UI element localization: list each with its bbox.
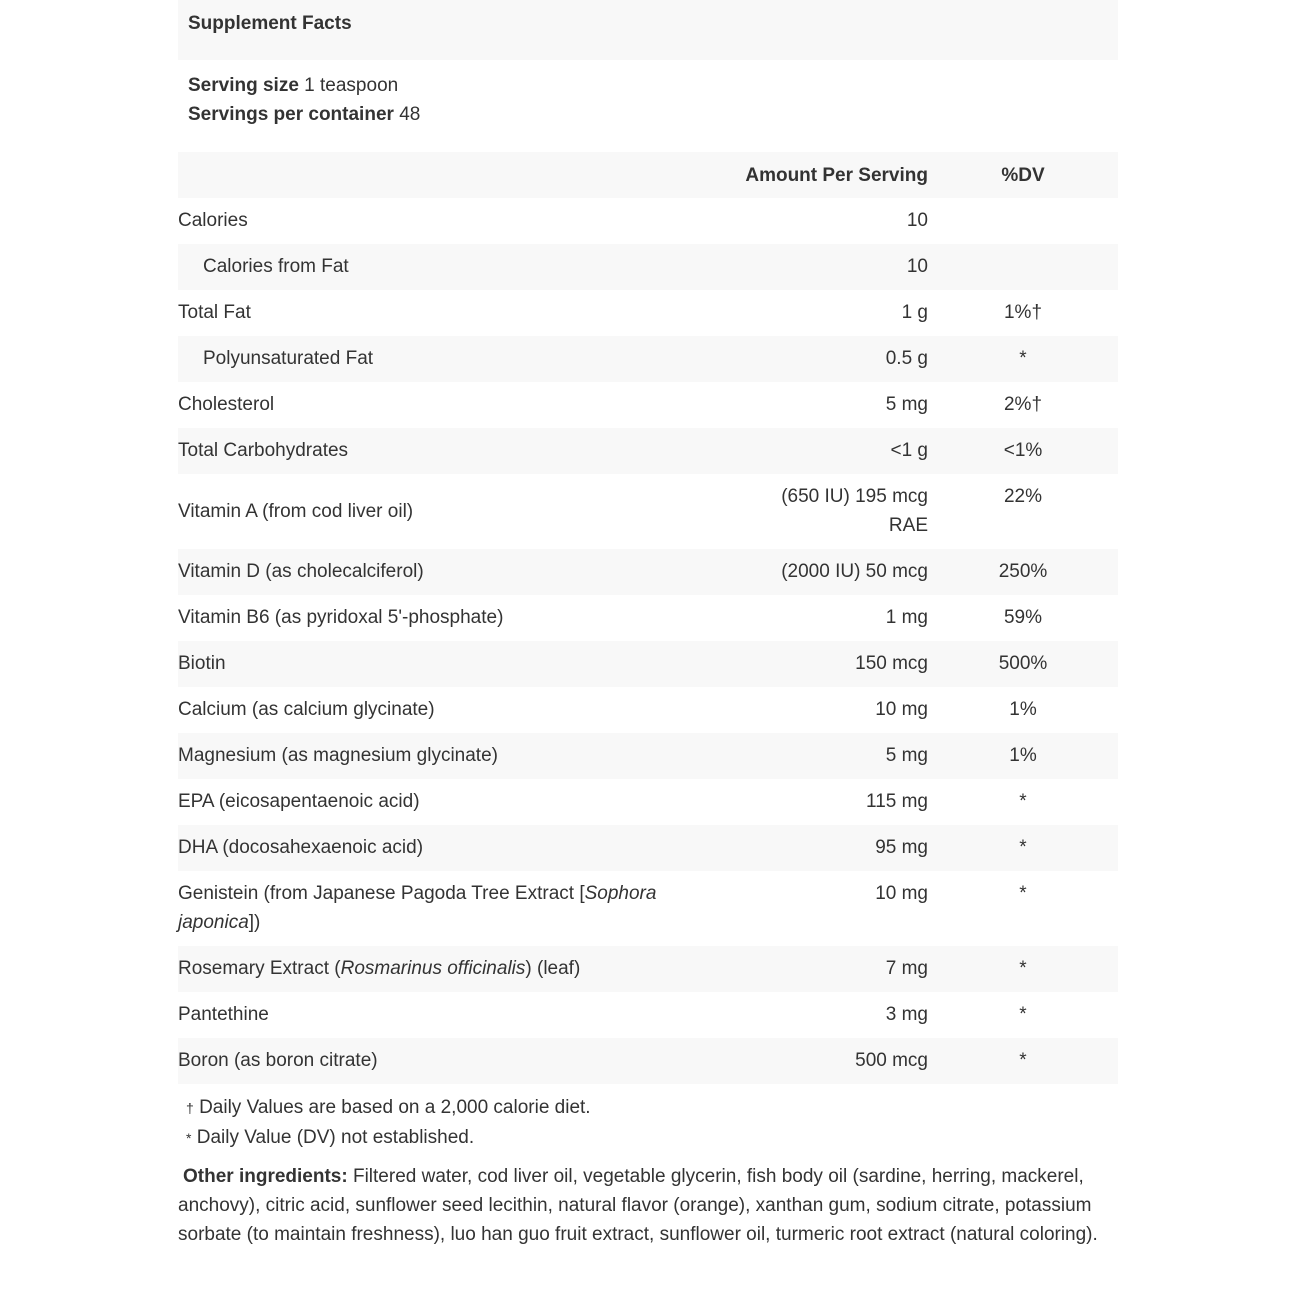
serving-size-value: 1 teaspoon [304,75,399,96]
footnotes [178,1084,1118,1153]
table-row [178,825,1118,871]
table-row [178,428,1118,474]
nutrient-amount: 10 [906,210,928,231]
nutrient-name: DHA (docosahexaenoic acid) [178,825,738,871]
star-footnote [186,1123,1110,1153]
nutrient-dv: * [1019,883,1027,904]
nutrient-amount: 10 mg [875,883,928,904]
nutrient-dv: 500% [928,641,1118,687]
table-row [178,290,1118,336]
nutrient-name: EPA (eicosapentaenoic acid) [178,791,420,812]
nutrient-dv: 250% [928,549,1118,595]
nutrient-name: Calories [178,210,248,231]
panel-title: Supplement Facts [178,0,1118,60]
table-row [178,992,1118,1038]
table-row [178,687,1118,733]
nutrient-dv: 22% [1003,486,1043,507]
nutrient-name: Polyunsaturated Fat [178,336,738,382]
nutrient-amount: 10 [738,244,928,290]
nutrient-amount-line: (650 IU) 195 mcg [781,486,928,507]
serving-size [188,71,1108,100]
nutrient-name: Cholesterol [178,394,275,415]
nutrient-amount [738,474,928,549]
nutrient-name-text: ]) [248,912,261,933]
other-ingredients-label: Other ingredients: [183,1166,348,1187]
nutrient-dv: 59% [1003,607,1043,628]
nutrient-name: Vitamin B6 (as pyridoxal 5'-phosphate) [178,607,504,628]
nutrient-name: Vitamin D (as cholecalciferol) [178,549,738,595]
nutrient-amount: 95 mg [738,825,928,871]
table-row [178,871,1118,946]
nutrient-name: Total Fat [178,302,251,323]
table-row [178,336,1118,382]
nutrient-name [178,946,738,992]
servings-per-container-value: 48 [399,104,421,125]
dagger-footnote-text: Daily Values are based on a 2,000 calorie diet. [199,1097,591,1118]
dagger-symbol: † [186,1100,194,1116]
header-blank [178,152,738,198]
nutrient-name: Magnesium (as magnesium glycinate) [178,733,738,779]
serving-info [178,60,1118,152]
nutrient-amount: 1 g [901,302,928,323]
star-symbol: * [186,1130,192,1146]
table-row [178,198,1118,244]
nutrient-amount-line: RAE [888,515,928,536]
nutrient-amount: 5 mg [738,733,928,779]
nutrient-name: Vitamin A (from cod liver oil) [178,500,414,522]
nutrient-name: Pantethine [178,1004,269,1025]
nutrient-amount: 500 mcg [738,1038,928,1084]
nutrient-amount: 5 mg [885,394,928,415]
table-row [178,382,1118,428]
nutrient-name-italic: japonica [178,912,249,933]
nutrient-amount: (2000 IU) 50 mcg [738,549,928,595]
table-row [178,946,1118,992]
nutrient-dv: 1%† [1003,302,1043,323]
nutrient-name-italic: Sophora [584,883,657,904]
nutrient-dv: * [928,336,1118,382]
nutrient-name [178,871,738,946]
nutrient-amount: 3 mg [885,1004,928,1025]
nutrient-amount: 1 mg [885,607,928,628]
nutrient-name-text: ) (leaf) [525,958,581,979]
nutrient-amount: 115 mg [866,791,928,812]
nutrient-amount: 0.5 g [738,336,928,382]
table-row [178,733,1118,779]
nutrient-dv: * [928,825,1118,871]
nutrient-amount: 7 mg [738,946,928,992]
nutrient-amount: <1 g [738,428,928,474]
nutrient-name: Biotin [178,641,738,687]
nutrient-dv: * [928,1038,1118,1084]
nutrient-dv: 1% [1009,699,1037,720]
facts-table [178,152,1118,1084]
nutrient-dv: 2%† [1003,394,1043,415]
nutrient-dv: * [928,946,1118,992]
table-row [178,1038,1118,1084]
nutrient-amount: 10 mg [875,699,928,720]
nutrient-name: Total Carbohydrates [178,428,738,474]
nutrient-name: Boron (as boron citrate) [178,1038,738,1084]
other-ingredients-text: Filtered water, cod liver oil, vegetable glycerin, fish body oil (sardine, herring, mackerel, anchovy), citric acid, sunflower seed lecithin, natural flavor (orange), xanthan gum, sodium citrate, potassium sorbate (to maintain freshness), luo han guo fruit extract, sunflower oil, turmeric root extract (natural coloring). [178,1166,1098,1245]
nutrient-dv: * [1019,1004,1027,1025]
nutrient-dv: <1% [928,428,1118,474]
nutrient-name-italic: Rosmarinus officinalis [340,958,526,979]
table-row [178,595,1118,641]
table-row [178,474,1118,549]
nutrient-dv: 1% [928,733,1118,779]
nutrient-name: Calories from Fat [178,244,738,290]
nutrient-dv [928,244,1118,290]
table-header-row [178,152,1118,198]
nutrient-name: Calcium (as calcium glycinate) [178,699,435,720]
supplement-facts-panel [178,0,1118,1249]
header-dv: %DV [928,152,1118,198]
header-amount: Amount Per Serving [738,152,928,198]
nutrient-name-text: Genistein (from Japanese Pagoda Tree Extract [ [178,883,585,904]
table-row [178,549,1118,595]
nutrient-name-text: Rosemary Extract ( [178,958,341,979]
dagger-footnote [186,1093,1110,1123]
nutrient-dv: * [1019,791,1027,812]
servings-per-container-label: Servings per container [188,104,394,125]
serving-size-label: Serving size [188,75,299,96]
star-footnote-text: Daily Value (DV) not established. [196,1127,475,1148]
table-row [178,641,1118,687]
servings-per-container [188,100,1108,129]
nutrient-amount: 150 mcg [738,641,928,687]
table-row [178,779,1118,825]
nutrient-dv [928,198,1118,244]
other-ingredients [178,1153,1118,1249]
table-row [178,244,1118,290]
